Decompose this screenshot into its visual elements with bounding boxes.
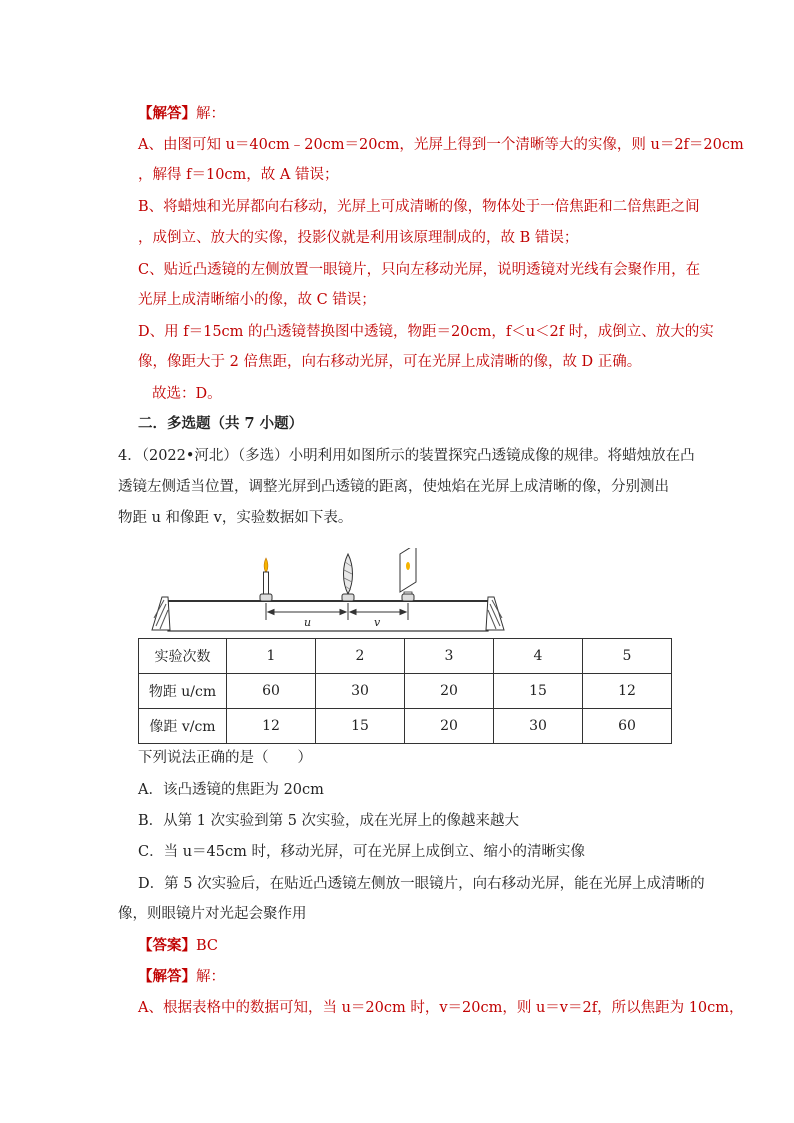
- solution-line: A、由图可知 u＝40cm﹣20cm＝20cm，光屏上得到一个清晰等大的实像，则 u＝2f＝20cm: [138, 137, 744, 153]
- solution-line: B、将蜡烛和光屏都向右移动，光屏上可成清晰的像，物体处于一倍焦距和二倍焦距之间: [138, 199, 700, 215]
- table-row: [139, 709, 672, 744]
- table-cell: 12: [583, 674, 672, 709]
- answer-value: BC: [196, 938, 219, 954]
- table-cell: 3: [405, 639, 494, 674]
- solution-label: 【解答】: [138, 105, 196, 122]
- option-c: C．当 u＝45cm 时，移动光屏，可在光屏上成倒立、缩小的清晰实像: [138, 844, 585, 860]
- table-cell: 实验次数: [139, 639, 227, 674]
- solution-line: ，解得 f＝10cm，故 A 错误；: [138, 167, 339, 183]
- u-label: u: [304, 616, 312, 629]
- solution-heading-2: [138, 967, 225, 987]
- table-cell: 1: [227, 639, 316, 674]
- question-prompt: 下列说法正确的是（ ）: [138, 750, 312, 766]
- table-cell: 12: [227, 709, 316, 744]
- experiment-table: [138, 638, 672, 744]
- solution-suffix: 解：: [196, 106, 225, 122]
- answer-line: [138, 936, 218, 956]
- table-cell: 30: [316, 674, 405, 709]
- table-cell: 物距 u/cm: [139, 674, 227, 709]
- question-line: 透镜左侧适当位置，调整光屏到凸透镜的距离，使烛焰在光屏上成清晰的像，分别测出: [118, 479, 669, 495]
- option-a: A．该凸透镜的焦距为 20cm: [138, 782, 324, 798]
- solution-line: D、用 f＝15cm 的凸透镜替换图中透镜，物距＝20cm，f＜u＜2f 时，成倒立、放大的实: [138, 324, 714, 340]
- table-cell: 15: [494, 674, 583, 709]
- table-cell: 5: [583, 639, 672, 674]
- table-cell: 4: [494, 639, 583, 674]
- candle: [260, 558, 272, 601]
- option-b: B．从第 1 次实验到第 5 次实验，成在光屏上的像越来越大: [138, 813, 520, 829]
- convex-lens: [342, 554, 354, 601]
- solution-choice: 故选：D。: [152, 386, 222, 402]
- option-d-continued: 像，则眼镜片对光起会聚作用: [118, 906, 307, 922]
- right-leg: [486, 597, 504, 630]
- solution-line: C、贴近凸透镜的左侧放置一眼镜片，只向左移动光屏，说明透镜对光线有会聚作用，在: [138, 262, 701, 278]
- table-cell: 15: [316, 709, 405, 744]
- table-row: [139, 674, 672, 709]
- table-cell: 2: [316, 639, 405, 674]
- left-leg: [152, 597, 170, 630]
- solution-line: 光屏上成清晰缩小的像，故 C 错误；: [138, 292, 376, 308]
- table-cell: 30: [494, 709, 583, 744]
- solution-line: A、根据表格中的数据可知，当 u＝20cm 时，v＝20cm，则 u＝v＝2f，所以焦距为 10cm，: [138, 1000, 744, 1016]
- bench-body: [168, 601, 488, 631]
- solution-suffix-2: 解：: [196, 969, 225, 985]
- table-cell: 20: [405, 674, 494, 709]
- solution-heading: [138, 104, 225, 124]
- question-line: 物距 u 和像距 v，实验数据如下表。: [118, 510, 353, 526]
- answer-label: 【答案】: [138, 937, 196, 954]
- table-row: [139, 639, 672, 674]
- section-title: 二．多选题（共 7 小题）: [138, 415, 304, 432]
- solution-line: 像，像距大于 2 倍焦距，向右移动光屏，可在光屏上成清晰的像，故 D 正确。: [138, 354, 642, 370]
- table-cell: 60: [227, 674, 316, 709]
- light-screen: [400, 548, 416, 601]
- option-d: D．第 5 次实验后，在贴近凸透镜左侧放一眼镜片，向右移动光屏，能在光屏上成清晰的: [138, 876, 705, 892]
- question-line: 4．（2022•河北）（多选）小明利用如图所示的装置探究凸透镜成像的规律。将蜡烛放在凸: [118, 448, 695, 464]
- table-cell: 像距 v/cm: [139, 709, 227, 744]
- table-cell: 60: [583, 709, 672, 744]
- v-label: v: [374, 616, 381, 629]
- table-cell: 20: [405, 709, 494, 744]
- solution-line: ，成倒立、放大的实像，投影仪就是利用该原理制成的，故 B 错误；: [138, 230, 579, 246]
- optical-bench-figure: [148, 548, 508, 640]
- solution-label-2: 【解答】: [138, 968, 196, 985]
